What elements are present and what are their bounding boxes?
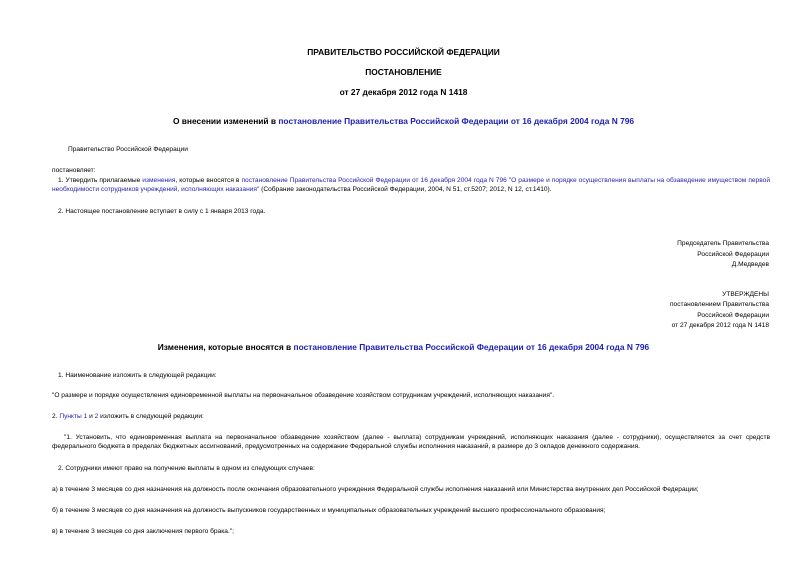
case-b: б) в течение 3 месяцев со дня назначения на должность выпускников государственных и муниципальных образовательных учреждений высшего профессионального образования; — [52, 507, 606, 514]
approved-country: Российской Федерации — [697, 312, 769, 319]
p1-text-c: (Собрание законодательства Российской Федерации, 2004, N 51, ст.5207; 2012, N 12, ст.1410). — [259, 185, 552, 193]
changes-title-prefix: Изменения, которые вносятся в — [157, 342, 294, 352]
p1-text-b: , которые вносятся в — [175, 177, 242, 184]
link-points-1[interactable]: Пункты 1 — [59, 413, 88, 420]
quote-point-1: "1. Установить, что единовременная выплата на первоначальное обзаведение хозяйством (далее - выплата) сотрудникам учреждений, исполняющих наказания (далее - сотрудники), осуществляется за счет средств федерального бюджета в пределах бюджетных ассигнований, предусмотренных на содержание Федеральной службы исполнения наказаний, в размере до 3 окладов денежного содержания. — [52, 434, 770, 450]
title-prefix: О внесении изменений в — [172, 116, 279, 126]
case-a: а) в течение 3 месяцев со дня назначения на должность после окончания образовательного учреждения Федеральной службы исполнения наказаний или Министерства внутренних дел Российской Федерации; — [52, 486, 699, 493]
changes-title — [0, 342, 807, 352]
signature-title: Председатель Правительства — [677, 240, 769, 247]
signature-country: Российской Федерации — [697, 251, 769, 258]
title-link-decree-796[interactable]: постановление Правительства Российской Федерации от 16 декабря 2004 года N 796 — [278, 116, 635, 126]
signature-name: Д.Медведев — [731, 261, 769, 268]
approved-by: постановлением Правительства — [669, 301, 769, 308]
link-changes[interactable]: изменения — [142, 177, 176, 184]
case-c: в) в течение 3 месяцев со дня заключения первого брака."; — [52, 528, 234, 535]
item2-suffix: изложить в следующей редакции: — [98, 413, 204, 420]
approved-date: от 27 декабря 2012 года N 1418 — [671, 322, 769, 329]
link-decree-796-full[interactable]: постановление Правительства Российской Федерации от 16 декабря 2004 года N 796 "О размере и порядке осуществления выплаты на обзаведение имуществом первой необходимости сотрудников учреждений, исполняющих наказания" — [52, 177, 770, 193]
doc-type-heading: ПОСТАНОВЛЕНИЕ — [365, 67, 442, 77]
link-point-2[interactable]: 2 — [94, 413, 99, 420]
p1-text-a: 1. Утвердить прилагаемые — [58, 177, 143, 184]
change-item-1: 1. Наименование изложить в следующей редакции: — [58, 372, 217, 379]
item2-prefix: 2. — [52, 413, 60, 420]
approved-label: УТВЕРЖДЕНЫ — [722, 291, 769, 298]
paragraph-1 — [52, 177, 770, 194]
paragraph-2: 2. Настоящее постановление вступает в силу с 1 января 2013 года. — [58, 208, 266, 215]
quote-point-2: 2. Сотрудники имеют право на получение выплаты в одном из следующих случаев: — [58, 465, 315, 472]
decides-text: постановляет: — [52, 167, 96, 174]
item2-mid: и — [87, 413, 95, 420]
changes-title-link[interactable]: постановление Правительства Российской Федерации от 16 декабря 2004 года N 796 — [293, 342, 650, 352]
document-title — [0, 116, 807, 126]
issuer-text: Правительство Российской Федерации — [68, 146, 188, 153]
date-number-heading: от 27 декабря 2012 года N 1418 — [339, 87, 468, 97]
change-item-2 — [52, 413, 204, 422]
government-heading: ПРАВИТЕЛЬСТВО РОССИЙСКОЙ ФЕДЕРАЦИИ — [307, 47, 500, 57]
change-item-1-quote: "О размере и порядке осуществления единовременной выплаты на первоначальное обзаведение хозяйством сотрудникам учреждений, исполняющих наказания". — [52, 392, 555, 399]
